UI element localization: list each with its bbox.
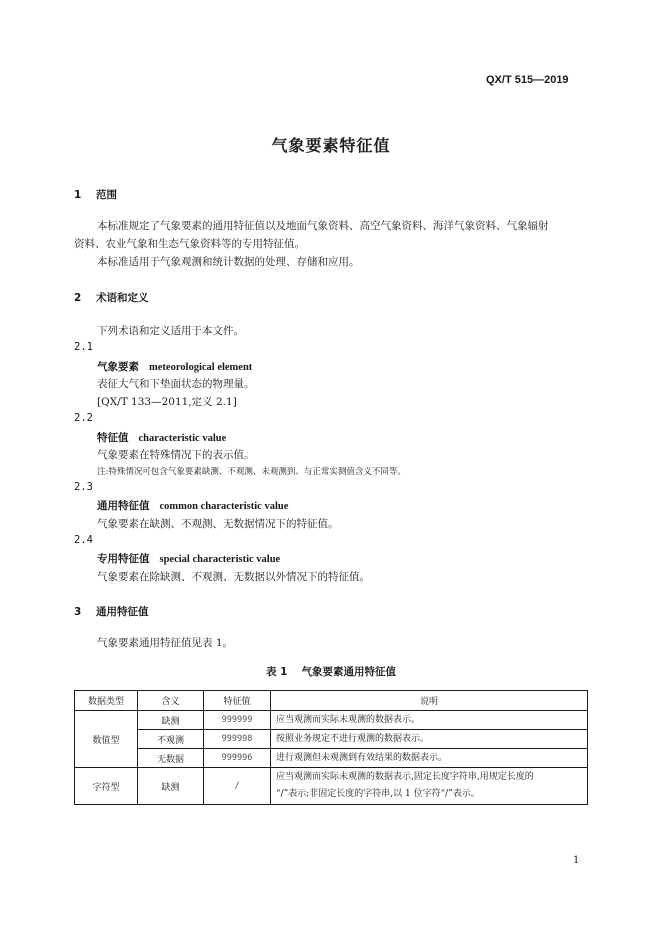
column-header: 数据类型: [75, 691, 138, 711]
term-definition: 气象要素在除缺测、不观测、无数据以外情况下的特征值。: [97, 571, 370, 583]
value-cell: 999999: [204, 711, 271, 730]
column-header: 说明: [271, 691, 588, 711]
term-number: 2.1: [74, 341, 93, 353]
description-cell: [271, 768, 588, 805]
term-en: meteorological element: [149, 362, 253, 373]
table-number: 表 1: [266, 666, 288, 678]
meaning-cell: 缺测: [138, 711, 204, 730]
term-en: characteristic value: [138, 433, 227, 444]
description-cell: 应当观测而实际未观测的数据表示。: [271, 711, 588, 730]
description-line: 应当观测而实际未观测的数据表示,固定长度字符串,用规定长度的: [276, 772, 534, 782]
section-number: 3: [74, 606, 82, 618]
term-number: 2.2: [74, 412, 93, 424]
section-2-heading: [74, 290, 149, 305]
value-cell: /: [204, 768, 271, 805]
table-row: [75, 768, 588, 805]
table-title: 气象要素通用特征值: [301, 666, 396, 678]
term-title: [97, 430, 226, 445]
section-title: 术语和定义: [96, 292, 149, 304]
terms-intro: 下列术语和定义适用于本文件。: [97, 325, 244, 337]
term-number: 2.3: [74, 481, 93, 493]
table-caption: [0, 664, 662, 679]
description-cell: 按照业务规定不进行观测的数据表示。: [271, 730, 588, 749]
description-cell: 进行观测但未观测到有效结果的数据表示。: [271, 749, 588, 768]
term-definition: 气象要素在特殊情况下的表示值。: [97, 449, 255, 461]
term-zh: 气象要素: [97, 361, 139, 373]
term-zh: 特征值: [97, 432, 129, 444]
term-reference: [QX/T 133—2011,定义 2.1]: [97, 396, 237, 408]
meaning-cell: 无数据: [138, 749, 204, 768]
term-definition: 表征大气和下垫面状态的物理量。: [97, 378, 255, 390]
section-number: 2: [74, 292, 82, 304]
table-header-row: [75, 691, 588, 711]
page-number: 1: [573, 855, 580, 866]
document-title: 气象要素特征值: [271, 136, 391, 155]
term-title: [97, 551, 280, 566]
column-header: 特征值: [204, 691, 271, 711]
value-cell: 999996: [204, 749, 271, 768]
characteristic-values-table: [74, 690, 588, 805]
term-zh: 通用特征值: [97, 500, 150, 512]
scope-paragraph-line: 本标准规定了气象要素的通用特征值以及地面气象资料、高空气象资料、海洋气象资料、气象辐射: [97, 220, 549, 232]
data-type-cell: 字符型: [75, 768, 138, 805]
description-line: “/”表示;非固定长度的字符串,以 1 位字符“/”表示。: [276, 789, 480, 799]
section-number: 1: [74, 189, 82, 201]
term-en: special characteristic value: [159, 554, 281, 565]
column-header: 含义: [138, 691, 204, 711]
term-zh: 专用特征值: [97, 553, 150, 565]
section-3-heading: [74, 604, 149, 619]
data-type-cell: 数值型: [75, 711, 138, 768]
term-title: [97, 498, 288, 513]
table-row: [75, 749, 588, 768]
scope-paragraph-line: 资料、农业气象和生态气象资料等的专用特征值。: [74, 238, 305, 250]
term-number: 2.4: [74, 534, 93, 546]
meaning-cell: 不观测: [138, 730, 204, 749]
term-en: common characteristic value: [159, 501, 289, 512]
term-note: 注:特殊情况可包含气象要素缺测、不观测、未观测到、与正常实测值含义不同等。: [97, 467, 406, 477]
value-cell: 999998: [204, 730, 271, 749]
table-row: [75, 711, 588, 730]
meaning-cell: 缺测: [138, 768, 204, 805]
standard-number: QX/T 515—2019: [486, 74, 569, 86]
section-3-intro: 气象要素通用特征值见表 1。: [97, 637, 234, 649]
section-title: 范围: [96, 189, 117, 201]
section-1-heading: [74, 187, 117, 202]
term-title: [97, 359, 252, 374]
table-row: [75, 730, 588, 749]
scope-applicability: 本标准适用于气象观测和统计数据的处理、存储和应用。: [97, 256, 360, 268]
term-definition: 气象要素在缺测、不观测、无数据情况下的特征值。: [97, 518, 339, 530]
section-title: 通用特征值: [96, 606, 149, 618]
